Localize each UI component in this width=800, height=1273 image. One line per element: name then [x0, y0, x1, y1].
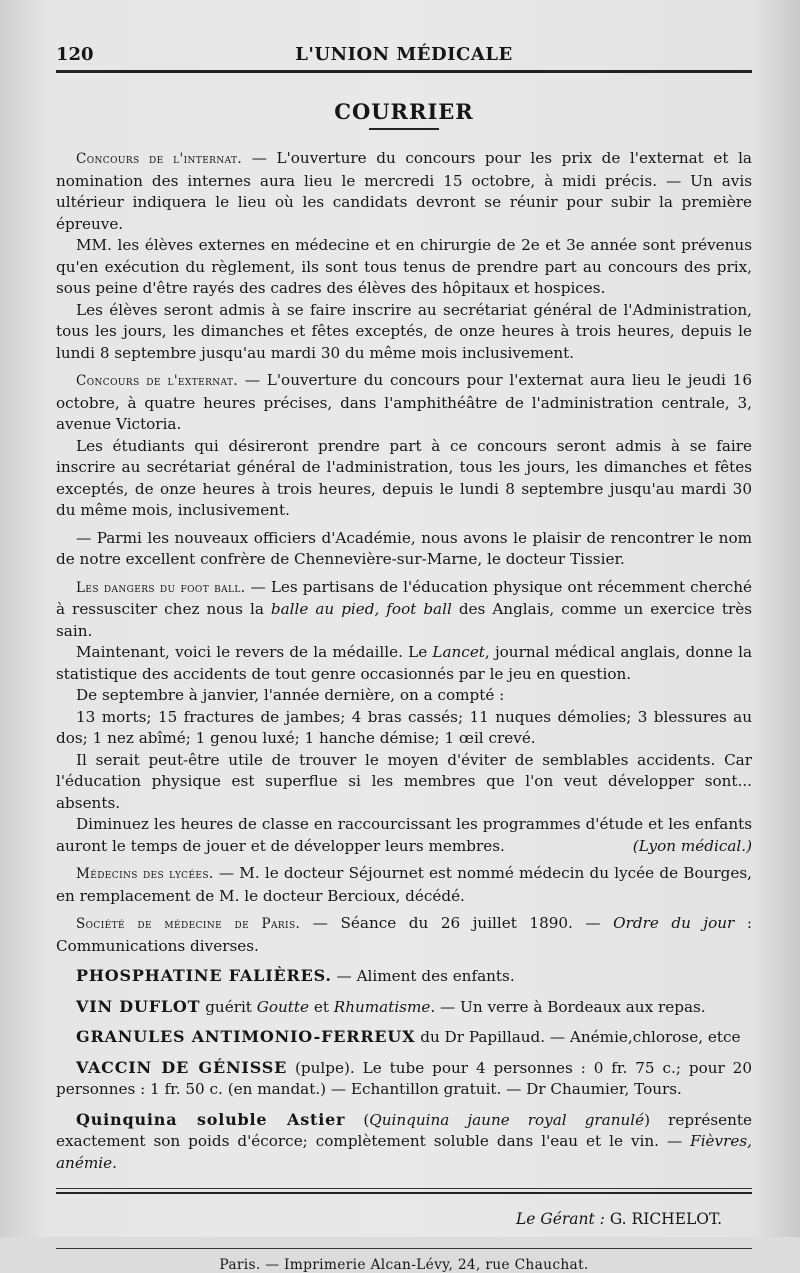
- paragraph-compte: De septembre à janvier, l'année dernière, on a compté :: [76, 686, 505, 704]
- ad-phosphatine: PHOSPHATINE FALIÈRES. — Aliment des enfants.: [76, 966, 515, 985]
- signature-name: G. RICHELOT.: [609, 1210, 722, 1228]
- article-heading: Concours de l'internat.: [76, 151, 243, 167]
- page-number: 120: [56, 44, 94, 65]
- ad-quinquina: Quinquina soluble Astier (Quinquina jaune royal granulé) représente exactement son poids d'écorce; complètement soluble dans l'eau et le vin. — Fièvres, anémie.: [56, 1109, 752, 1172]
- running-title: L'UNION MÉDICALE: [295, 44, 513, 65]
- ad-vaccin: VACCIN DE GÉNISSE (pulpe). Le tube pour 4 personnes : 0 fr. 75 c.; pour 20 personnes : 1 fr. 50 c. (en mandat.) — Echantillon gratuit. — Dr Chaumier, Tours.: [56, 1057, 753, 1098]
- page-header: [56, 36, 752, 66]
- article-academie: — Parmi les nouveaux officiers d'Académie, nous avons le plaisir de rencontrer le nom de notre excellent confrère de Chennevière-sur-Marne, le docteur Tissier.: [56, 528, 752, 568]
- paragraph-statistics: 13 morts; 15 fractures de jambes; 4 bras cassés; 11 nuques démolies; 3 blessures au dos; 1 nez abîmé; 1 genou luxé; 1 hanche démise; 1 œil crevé.: [56, 707, 752, 747]
- paragraph-diminuez: Diminuez les heures de classe en raccourcissant les programmes d'étude et les enfants auront le temps de jouer et de développer leurs membres. (Lyon médical.): [56, 814, 752, 857]
- article-heading: Les dangers du foot ball.: [76, 579, 246, 596]
- header-rule: [56, 70, 752, 73]
- paragraph-lancet: Maintenant, voici le revers de la médaille. Le Lancet, journal médical anglais, donne la statistique des accidents de tout genre occasionnés par le jeu en question.: [56, 643, 752, 683]
- signature-rule-bottom: [56, 1192, 752, 1194]
- source-citation: (Lyon médical.): [632, 836, 752, 855]
- article-externat: Concours de l'externat. — L'ouverture du concours pour l'externat aura lieu le jeudi 16 octobre, à quatre heures précises, dans l'amphithéâtre de l'administration centrale, 3, avenue Victoria.: [56, 371, 752, 433]
- article-heading: Société de médecine de Paris.: [76, 916, 301, 932]
- imprint: Paris. — Imprimerie Alcan-Lévy, 24, rue Chauchat.: [219, 1257, 589, 1273]
- article-societe: Société de médecine de Paris. — Séance du 26 juillet 1890. — Ordre du jour : Communications diverses.: [56, 914, 752, 955]
- article-foot-ball: Les dangers du foot ball. — Les partisans de l'éducation physique ont récemment cherché à ressusciter chez nous la balle au pied, foot ball des Anglais, comme un exercice très sain.: [56, 577, 753, 640]
- section-title: COURRIER: [334, 99, 474, 124]
- footer-rule: [56, 1248, 752, 1249]
- paragraph-externes: MM. les élèves externes en médecine et en chirurgie de 2e et 3e année sont prévenus qu'en exécution du règlement, ils sont tous tenus de prendre part au concours des prix, sous peine d'être rayés des cadres des élèves des hôpitaux et hospices.: [56, 236, 752, 297]
- ad-vin-duflot: VIN DUFLOT guérit Goutte et Rhumatisme. — Un verre à Bordeaux aux repas.: [76, 996, 706, 1016]
- signature: [56, 1210, 752, 1228]
- paragraph-etudiants: Les étudiants qui désireront prendre part à ce concours seront admis à se faire inscrire au secrétariat général de l'administration, tous les jours, les dimanches et fêtes exceptés, de onze heures à trois heures, depuis le lundi 8 septembre jusqu'au mardi 30 du même mois, inclusivement.: [56, 436, 752, 519]
- paragraph-education: Il serait peut-être utile de trouver le moyen d'éviter de semblables accidents. Car l'éducation physique est superflue si les membres que l'on veut développer sont... absents.: [56, 750, 752, 812]
- title-rule: [369, 128, 439, 130]
- ad-granules: GRANULES ANTIMONIO-FERREUX du Dr Papillaud. — Anémie,chlorose, etce: [76, 1027, 741, 1046]
- article-lycees: Médecins des lycées. — M. le docteur Séjournet est nommé médecin du lycée de Bourges, en remplacement de M. le docteur Bercioux, décédé.: [56, 864, 752, 905]
- signature-rule-top: [56, 1188, 752, 1189]
- article-internat: Concours de l'internat. — L'ouverture du concours pour les prix de l'externat et la nomination des internes aura lieu le mercredi 15 octobre, à midi précis. — Un avis ultérieur indiquera le lieu où les candidats devront se réunir pour subir la première épreuve.: [56, 149, 752, 233]
- paragraph-inscription: Les élèves seront admis à se faire inscrire au secrétariat général de l'Administration, tous les jours, les dimanches et fêtes exceptés, de onze heures à trois heures, depuis le lundi 8 septembre jusqu'au mardi 30 du même mois inclusivement.: [56, 300, 752, 362]
- signature-label: Le Gérant :: [515, 1210, 605, 1228]
- article-heading: Médecins des lycées.: [76, 866, 214, 882]
- article-heading: Concours de l'externat.: [76, 373, 239, 389]
